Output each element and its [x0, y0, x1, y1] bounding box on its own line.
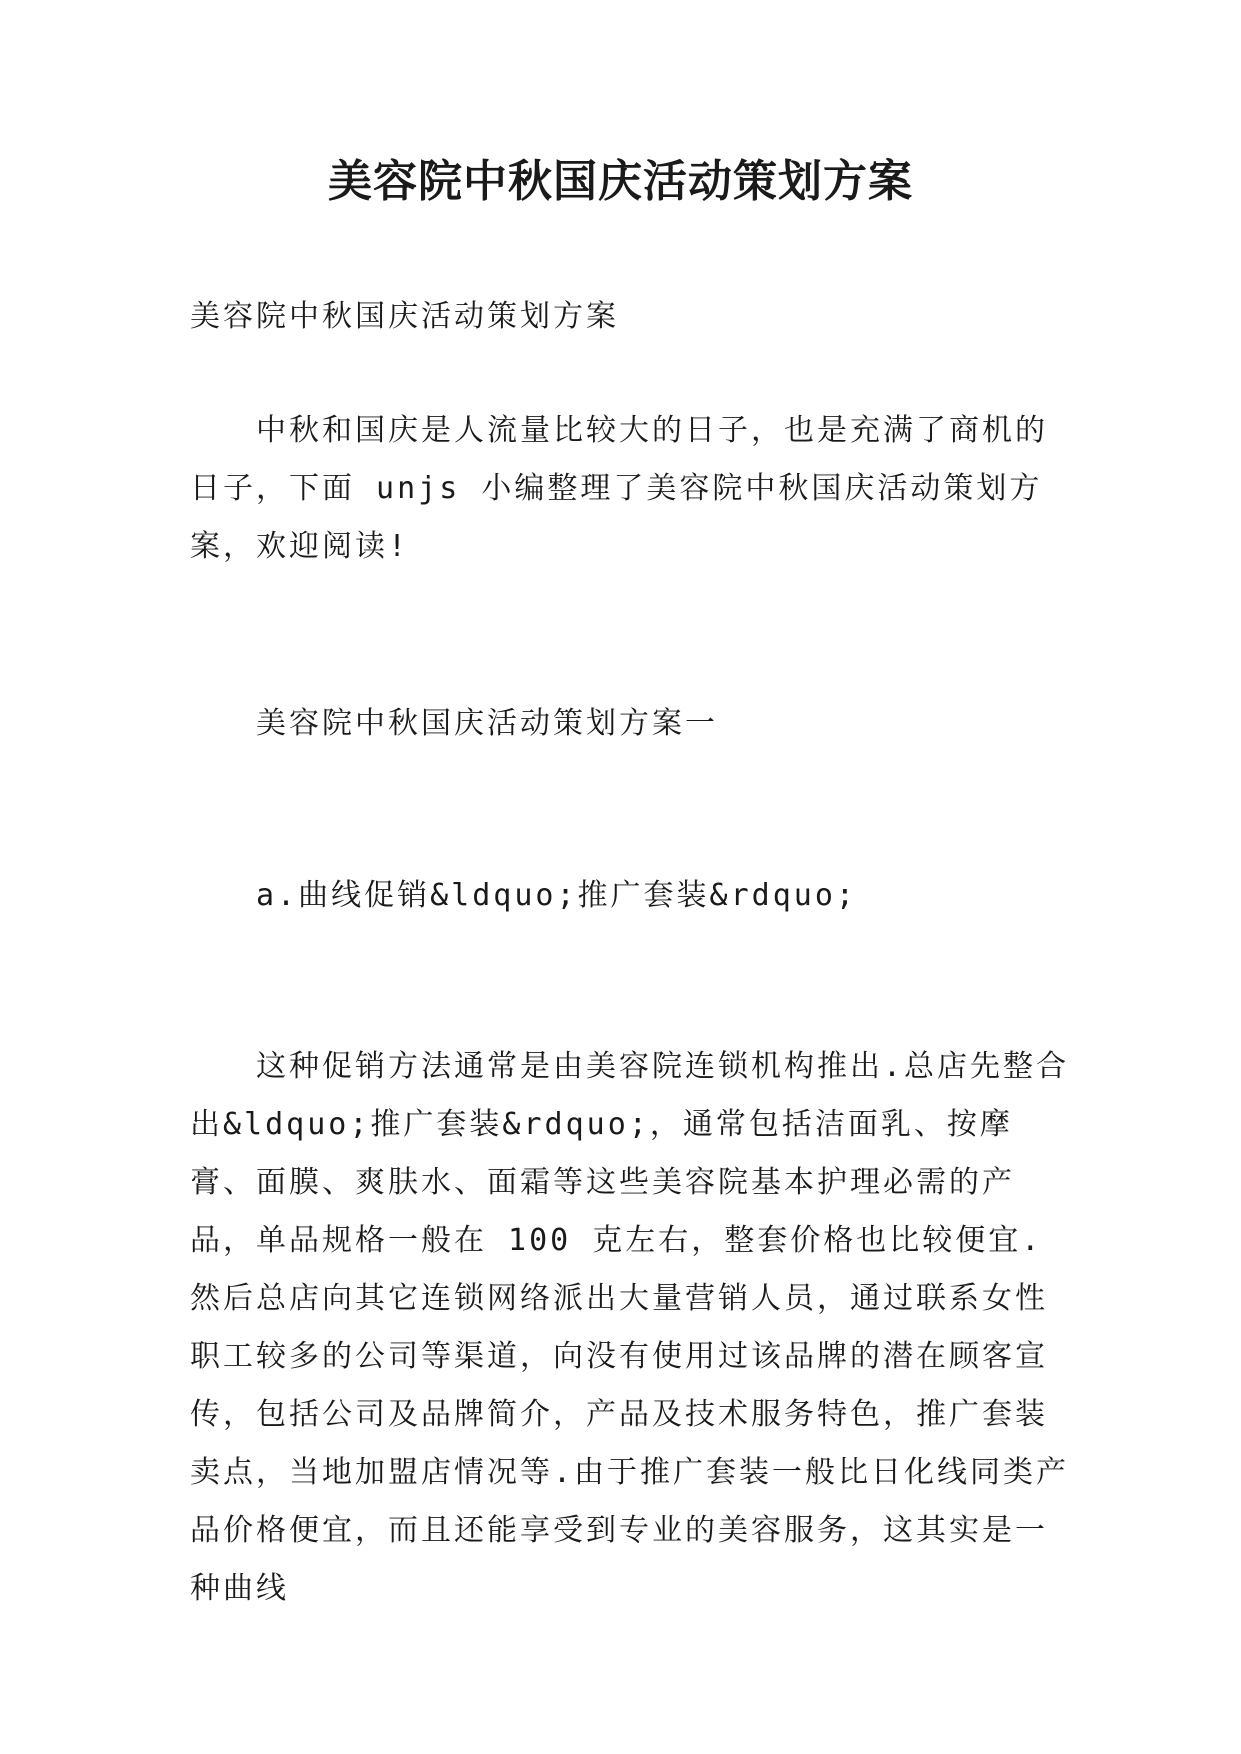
list-item-a: a.曲线促销&ldquo;推广套装&rdquo;	[256, 878, 857, 913]
body-paragraph: 这种促销方法通常是由美容院连锁机构推出.总店先整合出&ldquo;推广套装&rdquo;，通常包括洁面乳、按摩膏、面膜、爽肤水、面霜等这些美容院基本护理必需的产品，单品规格一般在 100 克左右，整套价格也比较便宜.然后总店向其它连锁网络派出大量营销人员，通过联系女性职工较多的公司等渠道，向没有使用过该品牌的潜在顾客宣传，包括公司及品牌简介，产品及技术服务特色，推广套装卖点，当地加盟店情况等.由于推广套装一般比日化线同类产品价格便宜，而且还能享受到专业的美容服务，这其实是一种曲线	[190, 1049, 1070, 1606]
intro-paragraph: 中秋和国庆是人流量比较大的日子，也是充满了商机的日子，下面 unjs 小编整理了美容院中秋国庆活动策划方案，欢迎阅读!	[190, 413, 1048, 564]
document-subtitle: 美容院中秋国庆活动策划方案	[190, 299, 619, 334]
section-heading: 美容院中秋国庆活动策划方案一	[256, 706, 718, 741]
document-title: 美容院中秋国庆活动策划方案	[328, 156, 913, 207]
